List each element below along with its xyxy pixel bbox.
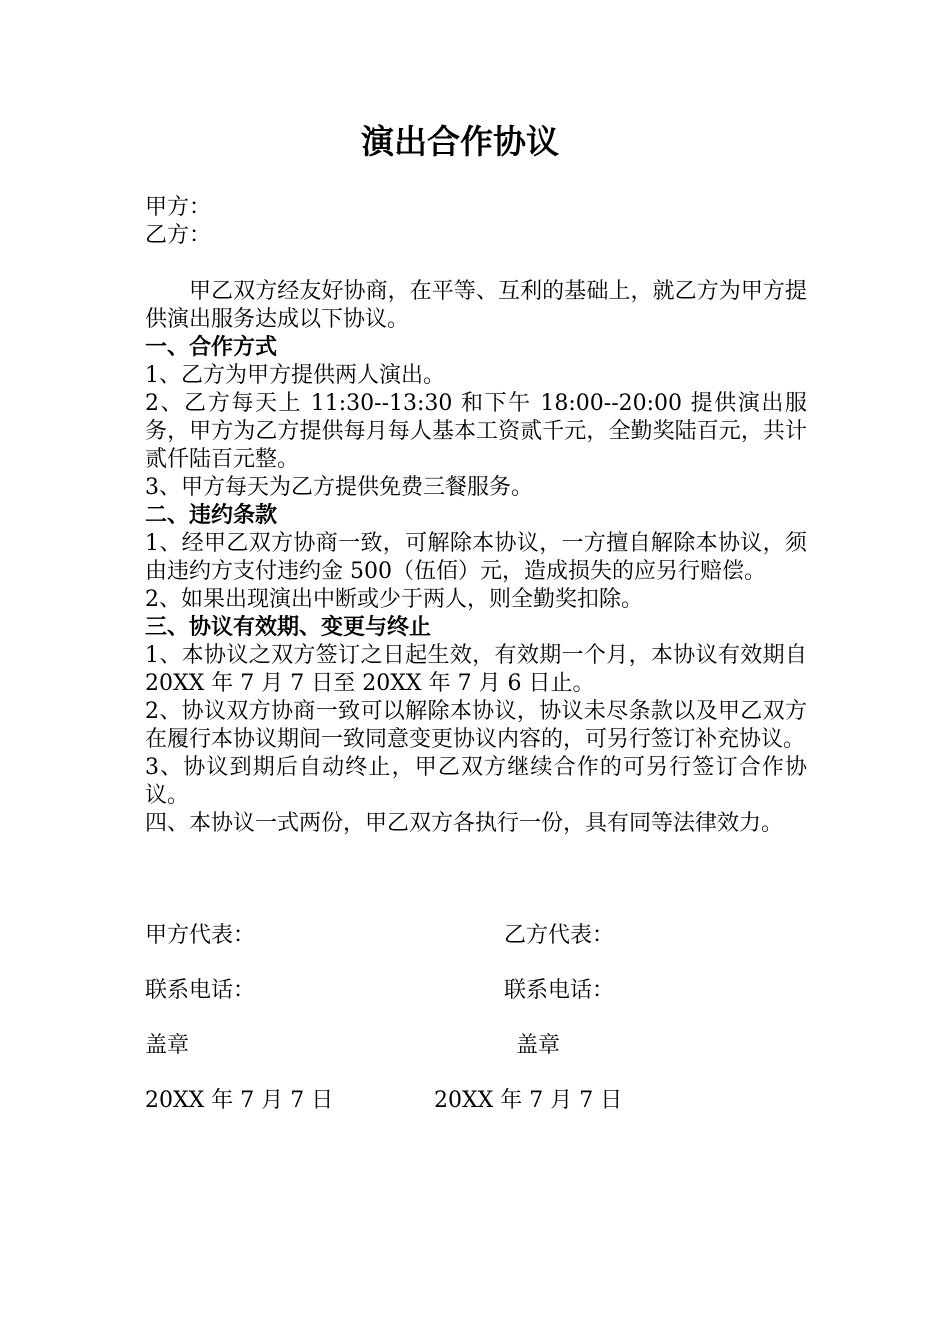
section-heading: 三、协议有效期、变更与终止	[145, 615, 432, 640]
section-heading: 一、合作方式	[145, 335, 278, 360]
party-b-date: 20XX 年 7 月 7 日	[434, 1088, 623, 1113]
intro-paragraph: 甲乙双方经友好协商，在平等、互利的基础上，就乙方为甲方提供演出服务达成以下协议。	[145, 279, 807, 332]
clause-item: 1、乙方为甲方提供两人演出。	[145, 363, 445, 388]
representative-row	[145, 922, 807, 950]
clause-four: 四、本协议一式两份，甲乙双方各执行一份，具有同等法律效力。	[145, 811, 784, 836]
clause-item: 3、甲方每天为乙方提供免费三餐服务。	[145, 475, 533, 500]
seal-row	[145, 1032, 807, 1060]
section-heading: 二、违约条款	[145, 503, 278, 528]
date-row	[145, 1087, 807, 1115]
party-b-phone: 联系电话：	[504, 978, 615, 1003]
clause-item: 2、协议双方协商一致可以解除本协议，协议未尽条款以及甲乙双方在履行本协议期间一致同意变更协议内容的，可另行签订补充协议。	[145, 699, 807, 752]
party-a-line: 甲方：	[145, 195, 212, 220]
document-body	[145, 194, 807, 838]
clause-item: 1、经甲乙双方协商一致，可解除本协议，一方擅自解除本协议，须由违约方支付违约金 500（伍佰）元，造成损失的应另行赔偿。	[145, 531, 807, 584]
party-a-date: 20XX 年 7 月 7 日	[145, 1088, 334, 1113]
party-a-phone: 联系电话：	[145, 978, 256, 1003]
blank-line	[145, 250, 807, 278]
clause-item: 1、本协议之双方签订之日起生效，有效期一个月，本协议有效期自 20XX 年 7 月 7 日至 20XX 年 7 月 6 日止。	[145, 643, 807, 696]
party-a-seal: 盖章	[145, 1033, 190, 1058]
clause-item: 3、协议到期后自动终止，甲乙双方继续合作的可另行签订合作协议。	[145, 755, 807, 808]
signature-block	[145, 922, 807, 1142]
clause-item: 2、乙方每天上 11:30--13:30 和下午 18:00--20:00 提供演出服务，甲方为乙方提供每月每人基本工资贰千元，全勤奖陆百元，共计贰仟陆百元整。	[145, 391, 807, 472]
clause-item: 2、如果出现演出中断或少于两人，则全勤奖扣除。	[145, 587, 643, 612]
party-b-representative: 乙方代表：	[504, 923, 615, 948]
document-title: 演出合作协议	[361, 122, 559, 161]
party-b-line: 乙方：	[145, 223, 212, 248]
party-a-representative: 甲方代表：	[145, 923, 256, 948]
phone-row	[145, 977, 807, 1005]
party-b-seal: 盖章	[516, 1033, 561, 1058]
